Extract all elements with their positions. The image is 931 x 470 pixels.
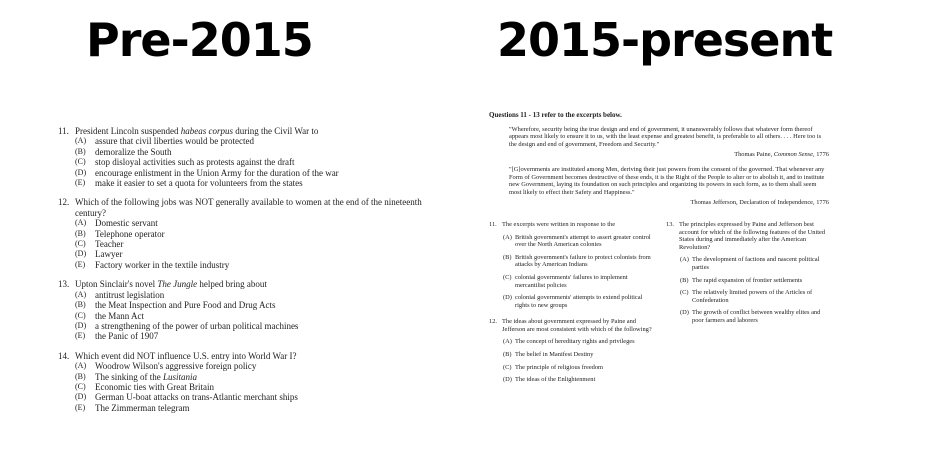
excerpt-jefferson-attribution: Thomas Jefferson, Declaration of Independence, 1776 (690, 199, 829, 207)
2015-present-exam-page (489, 112, 829, 393)
question-13-old (58, 279, 433, 341)
answer-choice: (C) stop disloyal activities such as protests against the draft (75, 157, 295, 168)
answer-choice: (D) colonial governments' attempts to extend political rights to new groups (503, 294, 643, 309)
excerpt-jefferson: "[G]overnments are instituted among Men, deriving their just powers from the consent of the governed. That whenever any Form of Government becomes destructive of these ends, it is the Right of the People to alter or to abolish it, and to institute new Government, laying its foundation on such principles and organizing its powers in such form, as to them shall seem most likely to effect their Safety and Happiness." (509, 165, 825, 196)
answer-choice: (A) British government's attempt to assert greater control over the North American colonies (503, 233, 651, 249)
question-column-2 (666, 221, 829, 393)
answer-choice: (C) The relatively limited powers of the Articles of Confederation (680, 289, 813, 304)
answer-choice: (D) encourage enlistment in the Union Army for the duration of the war (75, 167, 339, 178)
question-11-new: 11. The excerpts were written in response to the (A) British government's attempt to assert greater control over the North American colonies (B) British government's failure to protect colonists from attacks by American Indians (C) colonial governments' failures to implement mercantilist policies (D) colonial governments' attempts to extend political rights to new groups (489, 220, 651, 309)
answer-choice: (A) assure that civil liberties would be protected (75, 136, 254, 147)
answer-choice: (B) the Meat Inspection and Pure Food and Drug Acts (75, 300, 276, 311)
question-13-new: 13. The principles expressed by Paine and Jefferson best account for which of the following features of the United States during and immediately after the American Revolution? (A) The development of factions and nascent political parties (B) The rapid expansion of frontier settlements (C) The relatively limited powers of the Articles of Confederation (D) The growth of conflict between wealthy elites and poor farmers and laborers (666, 221, 829, 325)
answer-choice: (B) The sinking of the Lusitania (75, 371, 198, 382)
answer-choice: (C) the Mann Act (75, 310, 144, 321)
answer-choice: (B) The belief in Manifest Destiny (503, 351, 594, 359)
answer-choice: (A) Domestic servant (75, 218, 158, 229)
answer-choice: (A) Woodrow Wilson's aggressive foreign policy (75, 361, 257, 372)
answer-choice: (D) German U-boat attacks on trans-Atlantic merchant ships (75, 392, 298, 403)
question-text: Which event did NOT influence U.S. entry into World War I? (75, 350, 297, 361)
question-12-old (58, 197, 433, 270)
pre-2015-heading: Pre-2015 (86, 13, 313, 67)
answer-choice: (C) Economic ties with Great Britain (75, 381, 214, 392)
excerpt-paine-attribution: Thomas Paine, Common Sense, 1776 (734, 151, 829, 159)
question-number: 14. (58, 350, 70, 361)
answer-choice: (A) antitrust legislation (75, 289, 165, 300)
answer-choice: (D) The growth of conflict between wealthy elites and poor farmers and laborers (680, 309, 821, 324)
excerpt-paine: "Wherefore, security being the true design and end of government, it unanswerably follows that whatever form thereof appears most likely to ensure it to us, with the least expense and greatest benefit, is preferable to all others. . . . Here too is the design and end of government, Freedom and Security." (509, 125, 822, 148)
answer-choice: (E) the Panic of 1907 (75, 331, 159, 342)
2015-present-heading: 2015-present (497, 13, 833, 67)
question-text: Which of the following jobs was NOT generally available to women at the end of the nineteenth century? (75, 197, 422, 218)
pre-2015-exam-page (58, 126, 433, 422)
question-text: Upton Sinclair's novel The Jungle helped bring about (75, 279, 267, 290)
answer-choice: (E) make it easier to set a quota for volunteers from the states (75, 178, 303, 189)
question-number: 11. (58, 126, 69, 136)
answer-choice: (E) Factory worker in the textile industry (75, 259, 230, 270)
stimulus-instructions: Questions 11 - 13 refer to the excerpts below. (489, 111, 622, 119)
question-number: 13. (58, 279, 70, 290)
answer-choice: (A) The development of factions and nascent political parties (680, 256, 820, 271)
question-11-old (58, 126, 433, 188)
answer-choice: (D) The ideas of the Enlightenment (503, 376, 596, 384)
answer-choice: (B) Telephone operator (75, 228, 165, 239)
answer-choice: (B) demoralize the South (75, 146, 172, 157)
question-12-new: 12. The ideas about government expressed by Paine and Jefferson are most consistent with which of the following? (A) The concept of hereditary rights and privileges (B) The belief in Manifest Destiny (C) The principle of religious freedom (D) The ideas of the Enlightenment (489, 318, 652, 384)
question-14-old (58, 351, 433, 413)
answer-choice: (B) The rapid expansion of frontier settlements (680, 276, 803, 284)
answer-choice: (A) The concept of hereditary rights and privileges (503, 338, 635, 346)
answer-choice: (E) The Zimmerman telegram (75, 402, 190, 413)
answer-choice: (B) British government's failure to protect colonists from attacks by American Indians (503, 253, 651, 269)
answer-choice: (C) The principle of religious freedom (503, 363, 604, 371)
answer-choice: (D) a strengthening of the power of urban political machines (75, 320, 299, 331)
question-text: President Lincoln suspended habeas corpus during the Civil War to (75, 126, 319, 136)
answer-choice: (C) Teacher (75, 239, 124, 250)
question-number: 12. (58, 197, 70, 208)
answer-choice: (C) colonial governments' failures to implement mercantilist policies (503, 273, 628, 289)
answer-choice: (D) Lawyer (75, 249, 123, 260)
question-column-1 (489, 221, 652, 393)
